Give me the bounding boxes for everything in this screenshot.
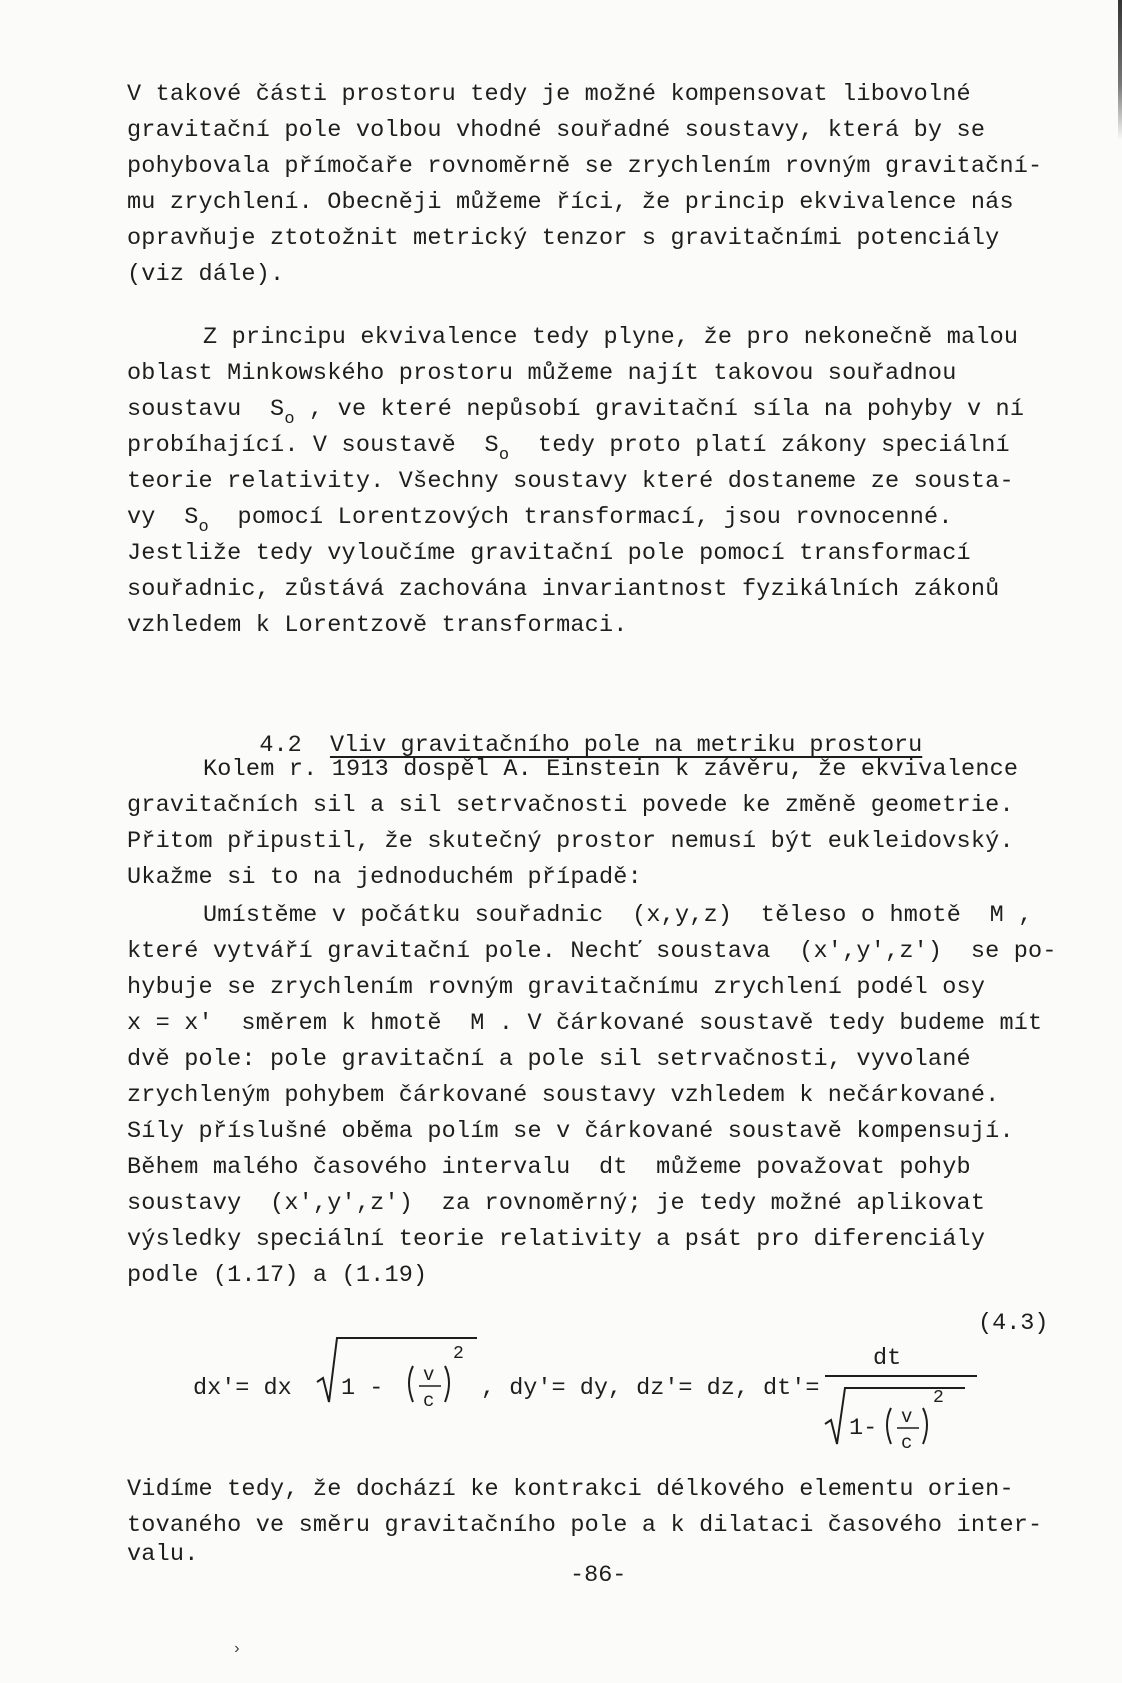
text-line	[127, 392, 1087, 428]
text-line: souřadnic, zůstává zachována invariantnost fyzikálních zákonů	[127, 576, 1000, 603]
text-fragment: vy S	[127, 504, 199, 531]
text-line: gravitační pole volbou vhodné souřadné soustavy, která by se	[127, 117, 986, 144]
text-line: Umístěme v počátku souřadnic (x,y,z) těleso o hmotě M ,	[203, 902, 1033, 929]
text-line: x = x′ směrem k hmotě M . V čárkované soustavě tedy budeme mít	[127, 1010, 1043, 1037]
paragraph-5	[127, 1472, 1087, 1566]
text-line: teorie relativity. Všechny soustavy které dostaneme ze sousta-	[127, 468, 1014, 495]
text-line: zrychleným pohybem čárkované soustavy vzhledem k nečárkované.	[127, 1082, 1000, 1109]
text-line: Ukažme si to na jednoduchém případě:	[127, 864, 642, 891]
text-line: pohybovala přímočaře rovnoměrně se zrychlením rovným gravitační-	[127, 153, 1043, 180]
text-line: Přitom připustil, že skutečný prostor nemusí být eukleidovský.	[127, 828, 1014, 855]
eq-middle: , dy′= dy, dz′= dz, dt′=	[481, 1375, 820, 1402]
stray-mark: ›	[232, 1640, 242, 1658]
text-line: soustavy (x′,y′,z′) za rovnoměrný; je tedy možné aplikovat	[127, 1190, 986, 1217]
eq-one-minus: 1 -	[341, 1375, 384, 1402]
eq-v: v	[423, 1364, 435, 1386]
radical-sign	[825, 1388, 965, 1444]
right-paren	[445, 1366, 449, 1402]
text-line: gravitačních sil a sil setrvačnosti povede ke změně geometrie.	[127, 792, 1014, 819]
text-line: tovaného ve směru gravitačního pole a k dilataci časového inter-	[127, 1512, 1043, 1539]
text-line: valu.	[127, 1541, 199, 1568]
equation	[193, 1330, 1075, 1470]
text-line: opravňuje ztotožnit metrický tenzor s gravitačními potenciály	[127, 225, 1000, 252]
page-number: -86-	[570, 1562, 627, 1589]
text-line: Z principu ekvivalence tedy plyne, že pro nekonečně malou	[203, 324, 1019, 351]
text-fragment: soustavu S	[127, 396, 285, 423]
right-paren	[923, 1408, 927, 1444]
text-line: mu zrychlení. Obecněji můžeme říci, že princip ekvivalence nás	[127, 189, 1014, 216]
eq-lhs: dx′= dx	[193, 1375, 292, 1402]
text-line: Vidíme tedy, že dochází ke kontrakci délkového elementu orien-	[127, 1476, 1014, 1503]
paragraph-1	[127, 77, 1087, 293]
eq-c: c	[901, 1432, 913, 1454]
text-fragment: probíhající. V soustavě S	[127, 432, 499, 459]
text-line: které vytváří gravitační pole. Nechť soustava (x′,y′,z′) se po-	[127, 938, 1057, 965]
text-line: V takové části prostoru tedy je možné kompensovat libovolné	[127, 81, 971, 108]
text-line	[127, 428, 1087, 464]
text-line: Během malého časového intervalu dt můžeme považovat pohyb	[127, 1154, 971, 1181]
text-fragment: pomocí Lorentzových transformací, jsou rovnocenné.	[208, 504, 953, 531]
subscript: o	[284, 410, 295, 429]
text-line: výsledky speciální teorie relativity a psát pro diferenciály	[127, 1226, 986, 1253]
text-line: vzhledem k Lorentzově transformaci.	[127, 612, 628, 639]
paragraph-3	[127, 752, 1087, 896]
left-paren	[409, 1366, 413, 1402]
eq-one-minus-2: 1-	[849, 1415, 878, 1442]
section-title: Vliv gravitačního pole na metriku prostoru	[329, 732, 923, 759]
text-line	[127, 500, 1087, 536]
text-line: oblast Minkowského prostoru můžeme najít takovou souřadnou	[127, 360, 957, 387]
text-line: Kolem r. 1913 dospěl A. Einstein k závěru, že ekvivalence	[203, 756, 1019, 783]
text-line: podle (1.17) a (1.19)	[127, 1262, 428, 1289]
subscript: o	[498, 446, 510, 465]
paragraph-2	[127, 320, 1087, 644]
equation-number: (4.3)	[978, 1310, 1049, 1337]
eq-c: c	[423, 1390, 435, 1412]
text-line: Jestliže tedy vyloučíme gravitační pole pomocí transformací	[127, 540, 971, 567]
eq-exponent: 2	[933, 1388, 944, 1408]
text-line: hybuje se zrychlením rovným gravitačnímu zrychlení podél osy	[127, 974, 986, 1001]
eq-dt: dt	[873, 1345, 902, 1372]
text-fragment: , ve které nepůsobí gravitační síla na pohyby v ní	[294, 396, 1025, 423]
eq-v: v	[901, 1406, 913, 1428]
section-number: 4.2	[259, 732, 302, 759]
paragraph-4	[127, 898, 1087, 1294]
text-fragment: tedy proto platí zákony speciální	[509, 432, 1010, 459]
text-line: Síly příslušné oběma polím se v čárkované soustavě kompensují.	[127, 1118, 1014, 1145]
subscript: o	[198, 518, 209, 537]
left-paren	[887, 1408, 891, 1444]
text-line: dvě pole: pole gravitační a pole sil setrvačnosti, vyvolané	[127, 1046, 971, 1073]
text-line: (viz dále).	[127, 261, 285, 288]
eq-exponent: 2	[453, 1344, 464, 1364]
scan-edge-shadow	[1118, 0, 1122, 140]
